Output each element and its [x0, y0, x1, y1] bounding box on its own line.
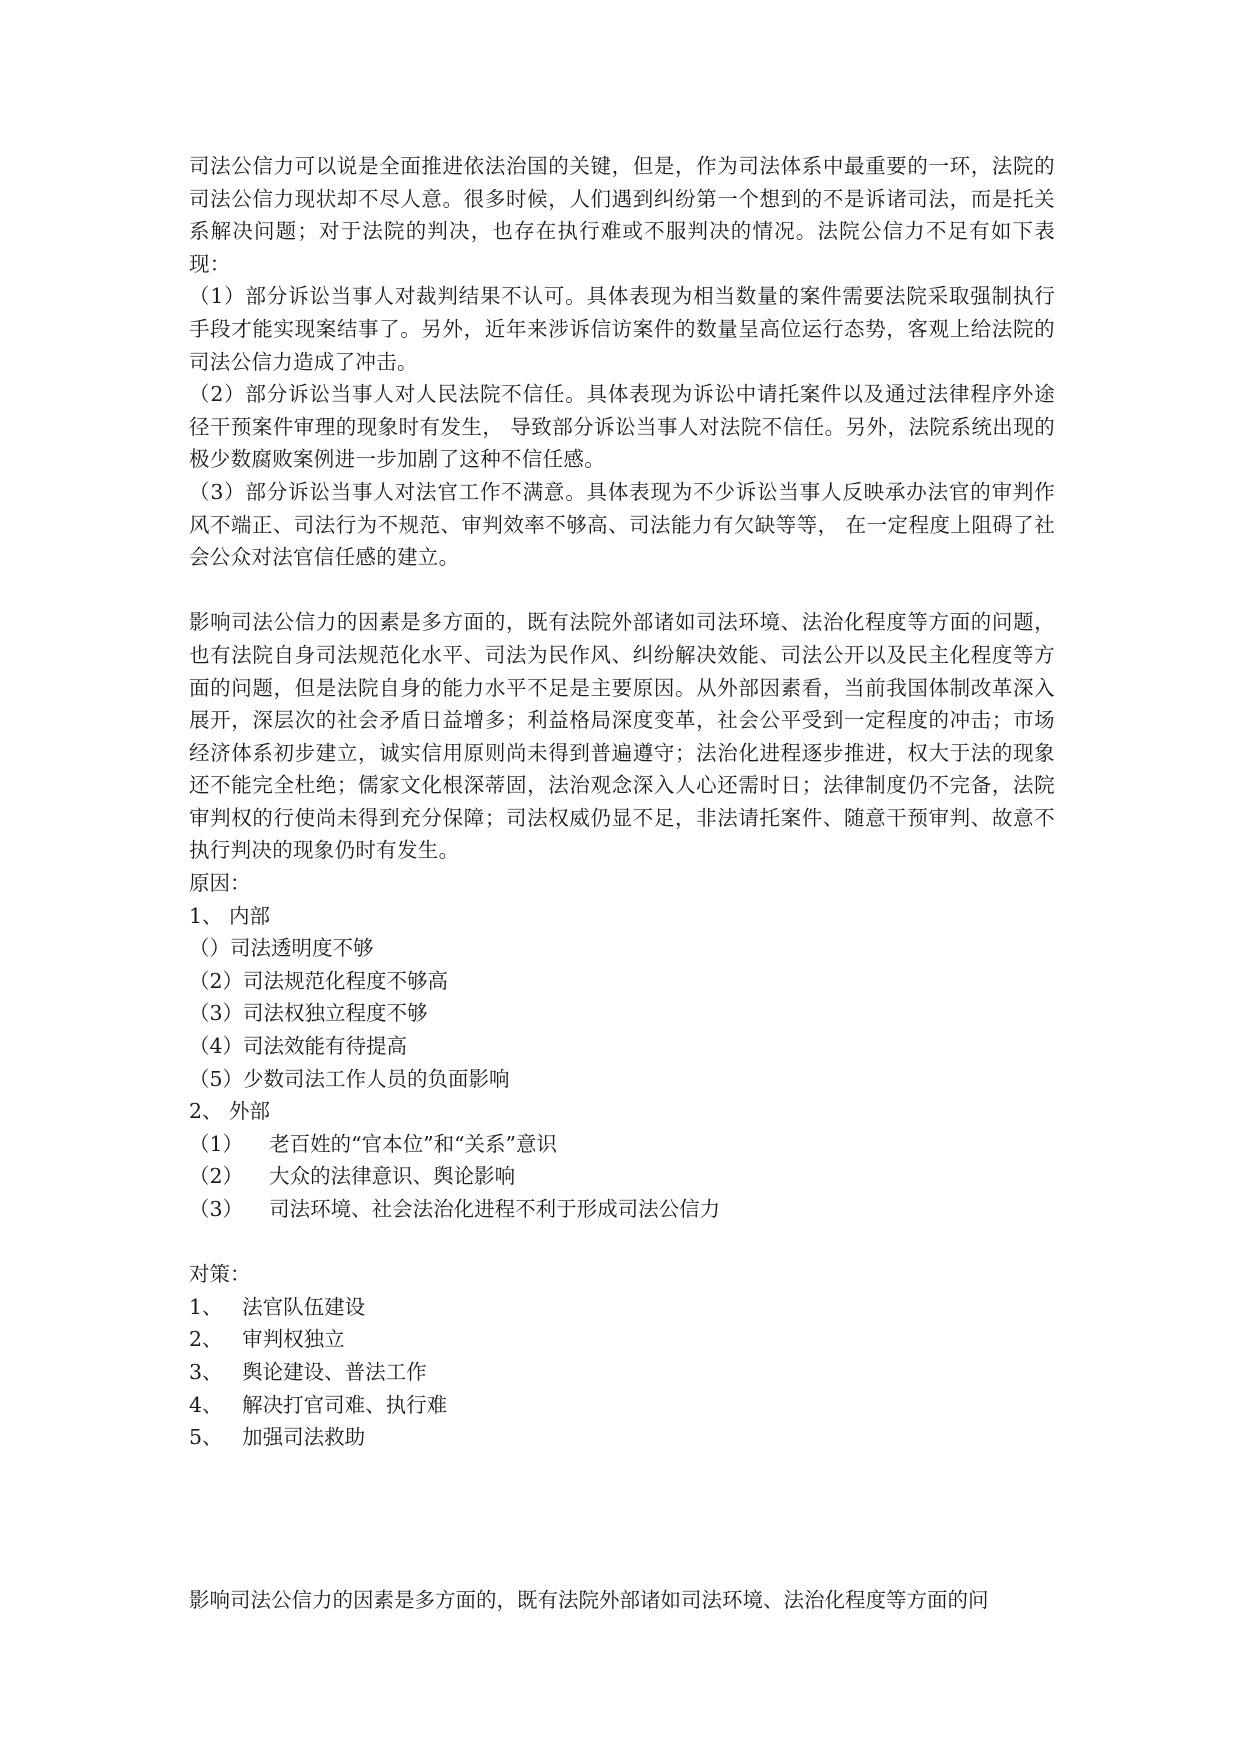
list-item: 5、 加强司法救助 [189, 1425, 366, 1450]
blank-line [189, 1226, 1055, 1259]
document-page [189, 150, 1055, 1616]
list-item: （2）司法规范化程度不够高 [189, 968, 449, 993]
list-item: （5）少数司法工作人员的负面影响 [189, 1066, 510, 1091]
list-item: 2、 审判权独立 [189, 1327, 345, 1352]
blank-space [189, 1454, 1055, 1584]
list-item: （4）司法效能有待提高 [189, 1034, 408, 1059]
list-item: （2） 大众的法律意识、舆论影响 [189, 1164, 516, 1189]
list-item: 4、 解决打官司难、执行难 [189, 1392, 448, 1417]
point-3-paragraph: （3）部分诉讼当事人对法官工作不满意。具体表现为不少诉讼当事人反映承办法官的审判作风不端正、司法行为不规范、审判效率不够高、司法能力有欠缺等等， 在一定程度上阻碍了社会公众对法官信任感的建立。 [189, 479, 1055, 570]
causes-heading: 原因： [189, 871, 251, 896]
intro-paragraph: 司法公信力可以说是全面推进依法治国的关键，但是，作为司法体系中最重要的一环，法院的司法公信力现状却不尽人意。很多时候，人们遇到纠纷第一个想到的不是诉诸司法，而是托关系解决问题；对于法院的判决，也存在执行难或不服判决的情况。法院公信力不足有如下表现： [189, 154, 1055, 276]
list-item: （3） 司法环境、社会法治化进程不利于形成司法公信力 [189, 1197, 721, 1221]
blank-line [189, 574, 1055, 607]
list-item: （1） 老百姓的“官本位”和“关系”意识 [189, 1131, 558, 1156]
list-item: 1、 法官队伍建设 [189, 1294, 366, 1319]
countermeasures-heading: 对策： [189, 1262, 251, 1287]
internal-causes-list [189, 932, 1055, 1095]
footer-paragraph: 影响司法公信力的因素是多方面的，既有法院外部诸如司法环境、法治化程度等方面的问 [189, 1587, 989, 1612]
countermeasures-list [189, 1291, 1055, 1454]
factors-paragraph: 影响司法公信力的因素是多方面的，既有法院外部诸如司法环境、法治化程度等方面的问题，也有法院自身司法规范化水平、司法为民作风、纠纷解决效能、司法公开以及民主化程度等方面的问题，但是法院自身的能力水平不足是主要原因。从外部因素看，当前我国体制改革深入展开，深层次的社会矛盾日益增多；利益格局深度变革，社会公平受到一定程度的冲击；市场经济体系初步建立，诚实信用原则尚未得到普遍遵守；法治化进程逐步推进，权大于法的现象还不能完全杜绝；儒家文化根深蒂固，法治观念深入人心还需时日；法律制度仍不完备，法院审判权的行使尚未得到充分保障；司法权威仍显不足，非法请托案件、随意干预审判、故意不执行判决的现象仍时有发生。 [189, 610, 1055, 863]
list-item: （3）司法权独立程度不够 [189, 1001, 428, 1026]
external-causes-heading: 2、 外部 [189, 1099, 271, 1124]
list-item: （）司法透明度不够 [189, 936, 374, 961]
point-1-paragraph: （1）部分诉讼当事人对裁判结果不认可。具体表现为相当数量的案件需要法院采取强制执行手段才能实现案结事了。另外，近年来涉诉信访案件的数量呈高位运行态势，客观上给法院的司法公信力造成了冲击。 [189, 284, 1055, 374]
internal-causes-heading: 1、 内部 [189, 903, 271, 928]
point-2-paragraph: （2）部分诉讼当事人对人民法院不信任。具体表现为诉讼中请托案件以及通过法律程序外途径干预案件审理的现象时有发生， 导致部分诉讼当事人对法院不信任。另外，法院系统出现的极少数腐败案例进一步加剧了这种不信任感。 [189, 382, 1055, 472]
external-causes-list [189, 1128, 1055, 1226]
list-item: 3、 舆论建设、普法工作 [189, 1359, 427, 1384]
